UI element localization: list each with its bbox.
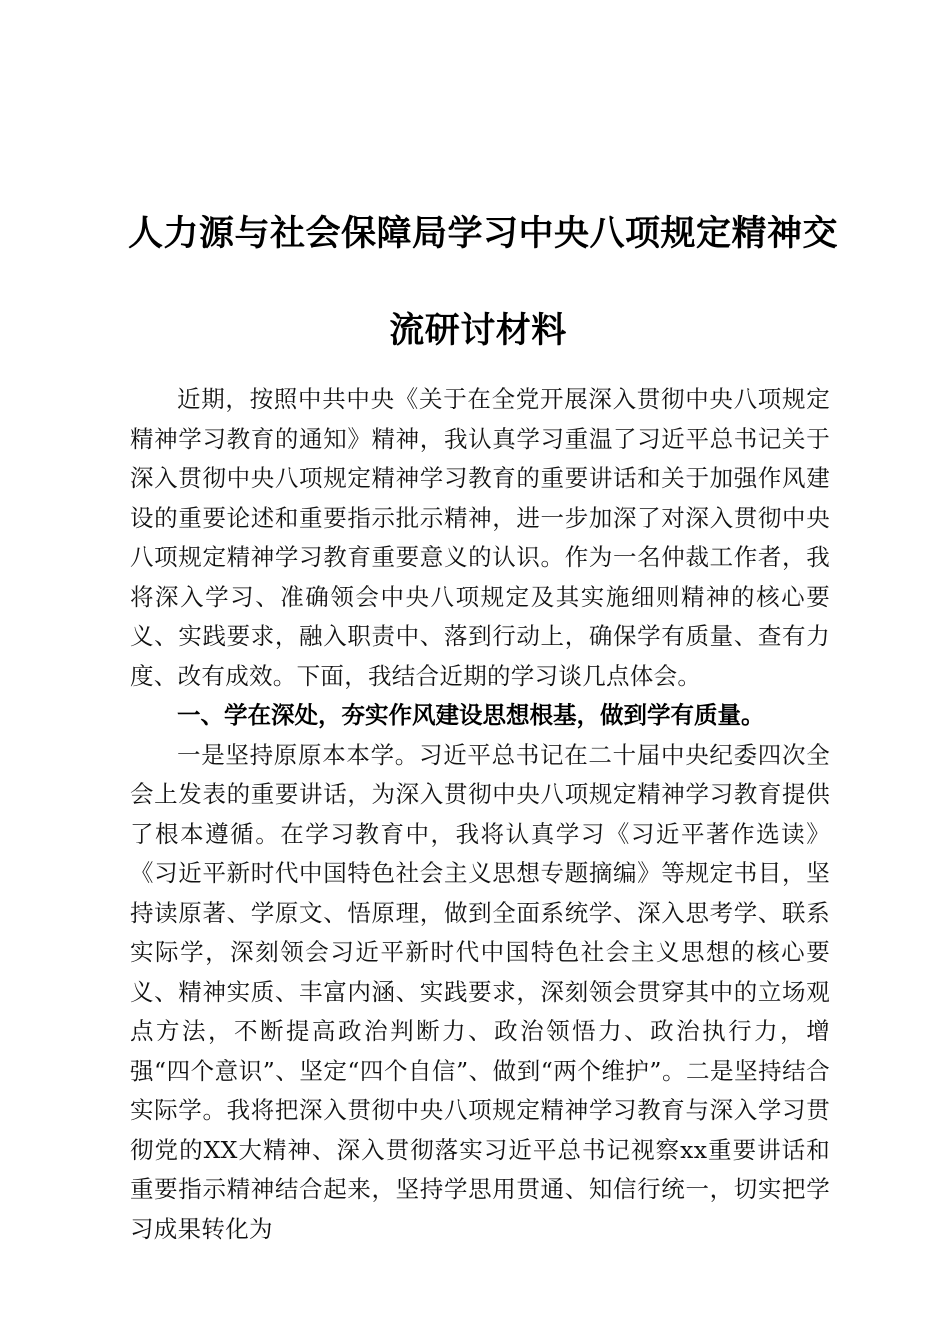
document-title: [128, 185, 839, 379]
title-line-1: 人力源与社会保障局学习中央八项规定精神交: [128, 213, 839, 254]
intro-paragraph: 近期，按照中共中央《关于在全党开展深入贯彻中央八项规定精神学习教育的通知》精神，我认真学习重温了习近平总书记关于深入贯彻中央八项规定精神学习教育的重要讲话和关于加强作风建设的重要论述和重要指示批示精神，进一步加深了对深入贯彻中央八项规定精神学习教育重要意义的认识。作为一名仲裁工作者，我将深入学习、准确领会中央八项规定及其实施细则精神的核心要义、实践要求，融入职责中、落到行动上，确保学有质量、查有力度、改有成效。下面，我结合近期的学习谈几点体会。: [130, 385, 830, 690]
title-line-2: 流研讨材料: [389, 310, 567, 351]
section-1-paragraph: 一是坚持原原本本学。习近平总书记在二十届中央纪委四次全会上发表的重要讲话，为深入贯彻中央八项规定精神学习教育提供了根本遵循。在学习教育中，我将认真学习《习近平著作选读》《习近平新时代中国特色社会主义思想专题摘编》等规定书目，坚持读原著、学原文、悟原理，做到全面系统学、深入思考学、联系实际学，深刻领会习近平新时代中国特色社会主义思想的核心要义、精神实质、丰富内涵、实践要求，深刻领会贯穿其中的立场观点方法，不断提高政治判断力、政治领悟力、政治执行力，增强“四个意识”、坚定“四个自信”、做到“两个维护”。二是坚持结合实际学。我将把深入贯彻中央八项规定精神学习教育与深入学习贯彻党的XX大精神、深入贯彻落实习近平总书记视察xx重要讲话和重要指示精神结合起来，坚持学思用贯通、知信行统一，切实把学习成果转化为: [130, 740, 830, 1243]
section-heading-1: 一、学在深处，夯实作风建设思想根基，做到学有质量。: [177, 701, 765, 729]
document-body: [130, 380, 830, 1249]
